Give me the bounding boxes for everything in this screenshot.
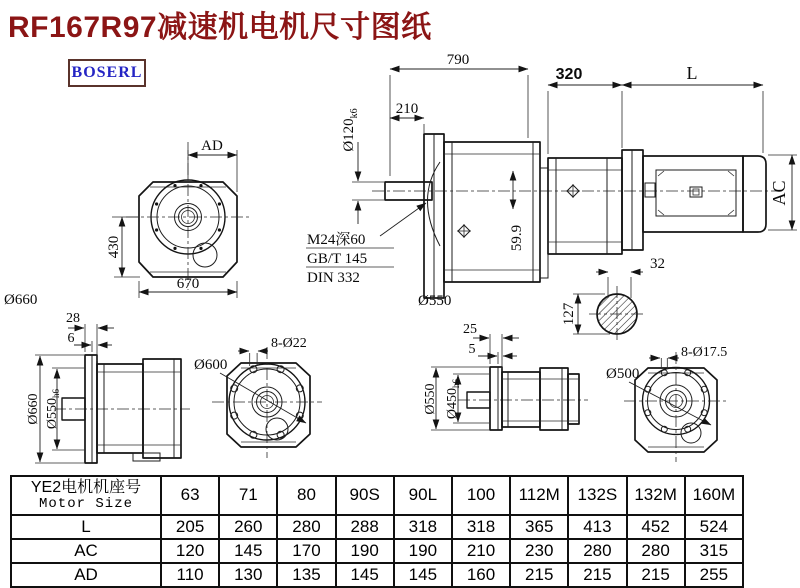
flange-view-500 [606,345,728,462]
cell: 413 [568,515,626,539]
dim-127-label: 127 [561,302,577,326]
bolt-symbol [566,184,580,198]
table-header-row [11,476,743,515]
cell: 365 [510,515,568,539]
row-label: L [11,515,161,539]
tap-hole-label: M24深60 [307,232,366,248]
motor-size-table [10,475,744,588]
cell: 145 [219,539,277,563]
cell: 130 [219,563,277,587]
table-row-AD [11,563,743,587]
cell: 120 [161,539,219,563]
side-view-right [423,322,588,430]
col-header: 100 [452,476,510,515]
dim-32-label: 32 [650,256,665,272]
col-header: 63 [161,476,219,515]
dim-5-label: 5 [468,342,476,357]
row-label: AD [11,563,161,587]
table-row-L [11,515,743,539]
shaft-section-view [561,256,665,342]
overall-dia-660-label: Ø660 [4,292,38,308]
cell: 280 [277,515,335,539]
dim-550-label: Ø550 [423,383,438,415]
dim-660-label: Ø660 [26,393,41,425]
dim-59-9-label: 59.9 [509,224,525,252]
dim-500-label: Ø500 [606,366,640,382]
cell: 255 [685,563,743,587]
col-header: 160M [685,476,743,515]
dim-550h6-label: $Ø550_{h6}$ [45,388,61,430]
table-header-zh: YE2电机机座号 [30,479,142,496]
table-header-en: Motor Size [38,495,133,512]
assembly-view [306,52,797,309]
cell: 280 [627,539,685,563]
dim-L-label: L [686,63,698,83]
bolt-symbol [457,224,471,238]
col-header: 80 [277,476,335,515]
table-row-AC [11,539,743,563]
cell: 110 [161,563,219,587]
cell: 215 [510,563,568,587]
cell: 318 [394,515,452,539]
dim-600-label: Ø600 [194,357,228,373]
std-gb-label: GB/T 145 [307,251,368,267]
cell: 190 [394,539,452,563]
dim-25-label: 25 [463,322,477,337]
dim-8x22-label: 8-Ø22 [271,336,307,351]
cell: 288 [336,515,394,539]
dim-670-label: 670 [176,276,200,292]
dim-790-label: 790 [446,52,470,68]
dim-8x17-5-label: 8-Ø17.5 [681,345,728,360]
cell: 170 [277,539,335,563]
col-header: 90L [394,476,452,515]
col-header: 132M [627,476,685,515]
col-header: 132S [568,476,626,515]
cell: 160 [452,563,510,587]
dim-shaft-dia-label: $Ø120_{k6}$ [341,108,360,152]
cell: 190 [336,539,394,563]
brand-logo-text: BOSERL [71,64,143,81]
dim-28-label: 28 [66,311,80,326]
dim-AC-label: AC [769,180,789,206]
cell: 205 [161,515,219,539]
col-header: 90S [336,476,394,515]
cell: 260 [219,515,277,539]
flange-dia-550-label: Ø550 [418,293,452,309]
row-label: AC [11,539,161,563]
std-din-label: DIN 332 [307,270,360,286]
col-header: 112M [510,476,568,515]
cell: 524 [685,515,743,539]
page-title: RF167R97减速机电机尺寸图纸 [8,11,432,44]
cell: 230 [510,539,568,563]
cell: 215 [627,563,685,587]
cell: 318 [452,515,510,539]
flange-view-600 [194,336,322,458]
cell: 135 [277,563,335,587]
front-view [106,138,250,298]
cell: 452 [627,515,685,539]
dim-450h6-label: $Ø450_{h6}$ [445,378,461,420]
cell: 215 [568,563,626,587]
cell: 280 [568,539,626,563]
cell: 145 [336,563,394,587]
side-view-left [4,292,190,463]
dim-ad-label: AD [201,138,223,154]
dim-320-label: 320 [555,66,583,83]
dim-6-label: 6 [67,331,75,346]
cell: 145 [394,563,452,587]
table-header-label [11,476,161,515]
col-header: 71 [219,476,277,515]
cell: 210 [452,539,510,563]
cell: 315 [685,539,743,563]
dim-210-label: 210 [395,101,419,117]
dim-430-label: 430 [106,235,122,259]
